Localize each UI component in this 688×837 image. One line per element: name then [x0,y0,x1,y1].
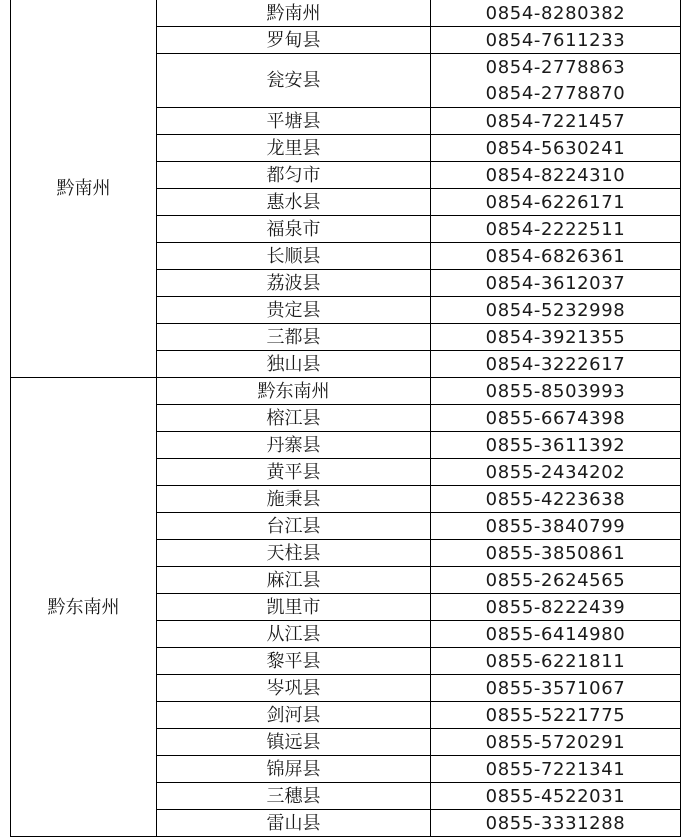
phone-cell [431,783,681,810]
phone-number: 0854-7611233 [485,29,626,51]
county-cell: 丹寨县 [157,432,431,459]
phone-number: 0855-8222439 [485,596,626,618]
phone-number: 0854-7221457 [485,110,626,132]
county-cell: 黔南州 [157,0,431,27]
phone-number: 0855-3850861 [485,542,626,564]
phone-cell [431,729,681,756]
phone-number: 0855-8503993 [485,380,626,402]
county-cell: 荔波县 [157,270,431,297]
phone-number: 0854-2778863 [485,56,626,78]
phone-number: 0855-3840799 [485,515,626,537]
county-cell: 罗甸县 [157,27,431,54]
phone-cell [431,0,681,27]
phone-cell [431,270,681,297]
phone-number: 0855-6221811 [485,650,626,672]
phone-cell [431,594,681,621]
county-cell: 都匀市 [157,162,431,189]
phone-number: 0854-6226171 [485,191,626,213]
county-cell: 黎平县 [157,648,431,675]
phone-number: 0854-5232998 [485,299,626,321]
phone-number: 0855-2624565 [485,569,626,591]
phone-cell [431,54,681,108]
phone-number: 0854-5630241 [485,137,626,159]
county-cell: 台江县 [157,513,431,540]
phone-number: 0855-2434202 [485,461,626,483]
phone-cell [431,405,681,432]
county-cell: 福泉市 [157,216,431,243]
phone-number: 0855-5221775 [485,704,626,726]
phone-cell [431,216,681,243]
phone-number: 0854-2222511 [485,218,626,240]
county-cell: 惠水县 [157,189,431,216]
phone-cell [431,432,681,459]
phone-cell [431,567,681,594]
phone-number: 0855-6414980 [485,623,626,645]
county-cell: 凯里市 [157,594,431,621]
phone-number: 0855-4223638 [485,488,626,510]
phone-number: 0855-7221341 [485,758,626,780]
phone-cell [431,486,681,513]
phone-cell [431,648,681,675]
county-cell: 贵定县 [157,297,431,324]
county-cell: 榕江县 [157,405,431,432]
county-cell: 黄平县 [157,459,431,486]
phone-cell [431,513,681,540]
phone-cell [431,621,681,648]
county-cell: 长顺县 [157,243,431,270]
county-cell: 黔东南州 [157,378,431,405]
county-cell: 龙里县 [157,135,431,162]
phone-cell [431,297,681,324]
phone-number: 0855-3571067 [485,677,626,699]
county-cell: 剑河县 [157,702,431,729]
phone-cell [431,108,681,135]
phone-cell [431,702,681,729]
county-cell: 麻江县 [157,567,431,594]
phone-cell [431,27,681,54]
table-row [11,0,681,27]
phone-cell [431,324,681,351]
phone-number: 0855-4522031 [485,785,626,807]
phone-cell [431,459,681,486]
phone-number: 0854-3921355 [485,326,626,348]
county-cell: 锦屏县 [157,756,431,783]
phone-cell [431,810,681,837]
phone-cell [431,540,681,567]
phone-number: 0854-3222617 [485,353,626,375]
county-cell: 天柱县 [157,540,431,567]
region-cell: 黔东南州 [11,378,157,837]
county-cell: 独山县 [157,351,431,378]
phone-cell [431,675,681,702]
county-cell: 岑巩县 [157,675,431,702]
phone-number: 0854-3612037 [485,272,626,294]
phone-number: 0854-2778870 [485,82,626,104]
phone-number: 0855-5720291 [485,731,626,753]
phone-cell [431,189,681,216]
phone-cell [431,135,681,162]
county-cell: 镇远县 [157,729,431,756]
county-cell: 从江县 [157,621,431,648]
phone-cell [431,378,681,405]
county-cell: 施秉县 [157,486,431,513]
county-cell: 平塘县 [157,108,431,135]
phone-number: 0854-8280382 [485,2,626,24]
phone-number: 0854-8224310 [485,164,626,186]
phone-cell [431,162,681,189]
county-cell: 三穗县 [157,783,431,810]
contact-table [10,0,681,837]
phone-cell [431,756,681,783]
contact-table-body [11,0,681,837]
county-cell: 雷山县 [157,810,431,837]
phone-cell [431,243,681,270]
county-cell: 三都县 [157,324,431,351]
phone-number: 0855-3611392 [485,434,626,456]
phone-number: 0854-6826361 [485,245,626,267]
phone-cell [431,351,681,378]
phone-number: 0855-3331288 [485,812,626,834]
phone-number: 0855-6674398 [485,407,626,429]
region-cell: 黔南州 [11,0,157,378]
table-row [11,378,681,405]
county-cell: 瓮安县 [157,54,431,108]
